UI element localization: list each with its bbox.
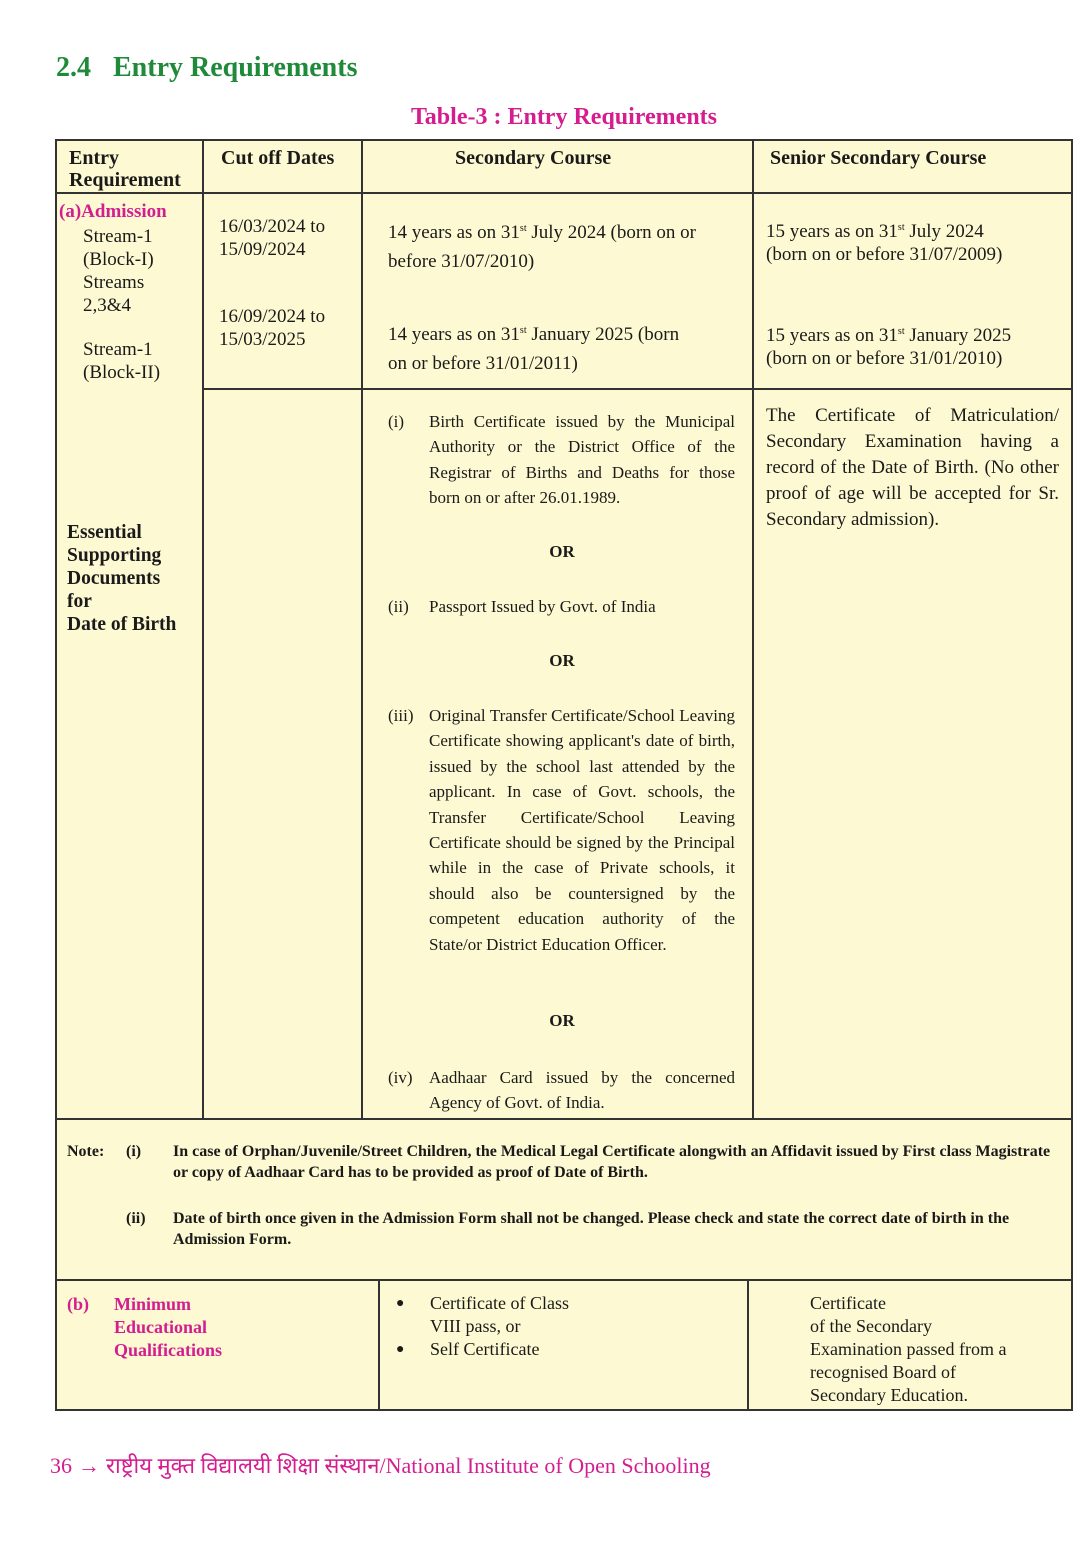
doc-item-text-4: Aadhaar Card issued by the concerned Agency of Govt. of India. [429, 1068, 735, 1113]
col-divider-2 [361, 141, 363, 1118]
doc-item-text-3: Original Transfer Certificate/School Leaving Certificate showing applicant's date of birth, issued by the school last attended by the applicant. In case of Govt. schools, the Transfer Certificate/School Leaving Certificate should be signed by the Principal while in the case of Private schools, it should also be countersigned by the competent education authority of the State/or District Education Officer. [429, 706, 735, 954]
senior-documents-text: The Certificate of Matriculation/ Secondary Examination having a record of the Date of Birth. (No other proof of age will be accepted for Sr. Secondary admission). [766, 405, 1059, 530]
doc-item-num-4: (iv) [388, 1068, 413, 1087]
table-caption: Table-3 : Entry Requirements [411, 104, 717, 130]
header-divider [57, 192, 1071, 194]
qual-divider-2 [747, 1279, 749, 1411]
section-heading [56, 52, 357, 84]
note-text-2: Date of birth once given in the Admission Form shall not be changed. Please check and state the correct date of birth in the Admission Form. [173, 1210, 1010, 1248]
cutoff-date-1: 16/03/2024 to 15/09/2024 [219, 216, 326, 260]
entry-requirements-table [55, 139, 1073, 1411]
senior-qualification: Certificate of the Secondary Examination passed from a recognised Board of Secondary Education. [810, 1293, 1007, 1405]
secondary-age-requirement-1: 14 years as on 31st July 2024 (born on or before 31/07/2010) [388, 222, 696, 272]
footer-hindi-name: राष्ट्रीय मुक्त विद्यालयी शिक्षा संस्थान [106, 1453, 380, 1478]
note-num-1: (i) [126, 1143, 142, 1160]
secondary-qualification-1: Certificate of Class VIII pass, or [430, 1293, 569, 1336]
header-cutoff-dates: Cut off Dates [221, 147, 335, 169]
doc-item-num-1: (i) [388, 412, 405, 431]
qualifications-marker: (b) [67, 1294, 89, 1314]
stream-group-1: Stream-1 (Block-I) Streams 2,3&4 [83, 226, 154, 316]
section-title: Entry Requirements [113, 52, 358, 83]
qual-divider-1 [378, 1279, 380, 1411]
note-label: Note: [67, 1143, 105, 1160]
col-divider-1 [202, 141, 204, 1118]
senior-age-requirement-2: 15 years as on 31st January 2025 (born on or before 31/01/2010) [766, 325, 1012, 369]
page-footer [50, 1450, 711, 1480]
senior-age-requirement-1: 15 years as on 31st July 2024 (born on or before 31/07/2009) [766, 221, 1003, 265]
arrow-right-icon: → [78, 1453, 100, 1478]
bullet-icon: ● [396, 1296, 405, 1311]
header-entry-requirement: Entry Requirement [69, 147, 181, 191]
section-number: 2.4 [56, 52, 91, 83]
footer-english-name: /National Institute of Open Schooling [379, 1453, 711, 1478]
documents-label: Essential Supporting Documents for Date of Birth [67, 522, 177, 635]
doc-item-num-2: (ii) [388, 597, 409, 616]
admission-label: (a)Admission [59, 201, 167, 222]
secondary-age-requirement-2: 14 years as on 31st January 2025 (born on or before 31/01/2011) [388, 324, 680, 374]
note-divider [57, 1279, 1071, 1281]
page-number: 36 [50, 1453, 72, 1478]
note-num-2: (ii) [126, 1210, 146, 1227]
doc-item-num-3: (iii) [388, 706, 414, 725]
bullet-icon: ● [396, 1342, 405, 1357]
header-senior-secondary-course: Senior Secondary Course [770, 147, 987, 169]
cutoff-date-2: 16/09/2024 to 15/03/2025 [219, 306, 326, 350]
stream-group-2: Stream-1 (Block-II) [83, 339, 161, 383]
header-secondary-course: Secondary Course [455, 147, 612, 169]
secondary-qualification-2: Self Certificate [430, 1339, 540, 1359]
or-separator-1: OR [549, 542, 575, 561]
note-text-1: In case of Orphan/Juvenile/Street Children, the Medical Legal Certificate alongwith an Affidavit issued by First class Magistrate or copy of Aadhaar Card has to be provided as proof of Date of Birth. [173, 1143, 1051, 1181]
documents-divider [57, 1118, 1071, 1120]
qualifications-label: Minimum Educational Qualifications [114, 1294, 223, 1360]
doc-item-text-1: Birth Certificate issued by the Municipal Authority or the District Office of the Registrar of Births and Deaths for those born on or after 26.01.1989. [429, 412, 735, 508]
col-divider-3 [752, 141, 754, 1118]
doc-item-text-2: Passport Issued by Govt. of India [429, 597, 656, 616]
or-separator-2: OR [549, 651, 575, 670]
or-separator-3: OR [549, 1011, 575, 1030]
admission-divider [202, 388, 1071, 390]
